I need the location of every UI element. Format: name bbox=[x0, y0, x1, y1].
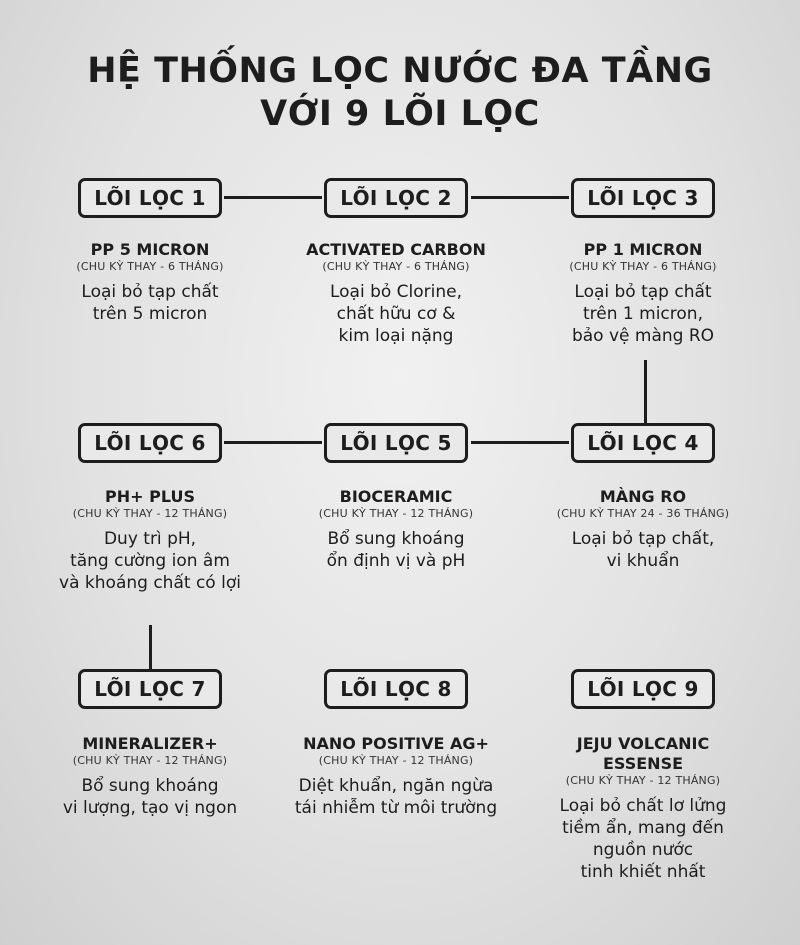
filter-5-name: BIOCERAMIC bbox=[339, 487, 453, 506]
connector-4-5 bbox=[471, 441, 569, 444]
filter-9-info bbox=[518, 734, 768, 883]
connector-5-6 bbox=[224, 441, 322, 444]
filter-8-name: NANO POSITIVE AG+ bbox=[303, 734, 489, 753]
filter-5-info bbox=[271, 487, 521, 572]
filter-1-info bbox=[25, 240, 275, 325]
filter-4-name: MÀNG RO bbox=[599, 487, 687, 506]
filter-3-name: PP 1 MICRON bbox=[583, 240, 703, 259]
filter-8-cycle: (CHU KỲ THAY - 12 THÁNG) bbox=[318, 754, 474, 767]
title-line-2: VỚI 9 LÕI LỌC bbox=[260, 94, 540, 134]
filter-9-box: LÕI LỌC 9 bbox=[571, 669, 715, 709]
filter-8-desc: Diệt khuẩn, ngăn ngừa tái nhiễm từ môi trường bbox=[294, 776, 498, 818]
filter-7-desc: Bổ sung khoáng vi lượng, tạo vị ngon bbox=[62, 776, 238, 818]
filter-2-name: ACTIVATED CARBON bbox=[306, 240, 486, 259]
filter-1-name: PP 5 MICRON bbox=[90, 240, 210, 259]
filter-8-box: LÕI LỌC 8 bbox=[324, 669, 468, 709]
filter-1-box: LÕI LỌC 1 bbox=[78, 178, 222, 218]
title-line-1: HỆ THỐNG LỌC NƯỚC ĐA TẦNG bbox=[87, 51, 713, 91]
filter-9-cycle: (CHU KỲ THAY - 12 THÁNG) bbox=[565, 774, 721, 787]
filter-2-cycle: (CHU KỲ THAY - 6 THÁNG) bbox=[322, 260, 470, 273]
filter-2-info bbox=[271, 240, 521, 347]
filter-1-cycle: (CHU KỲ THAY - 6 THÁNG) bbox=[76, 260, 224, 273]
filter-6-name: PH+ PLUS bbox=[105, 487, 195, 506]
filter-4-box: LÕI LỌC 4 bbox=[571, 423, 715, 463]
filter-9-desc: Loại bỏ chất lơ lửng tiềm ẩn, mang đến nguồn nước tinh khiết nhất bbox=[559, 796, 727, 882]
filter-4-desc: Loại bỏ tạp chất, vi khuẩn bbox=[571, 529, 715, 571]
filter-5-box: LÕI LỌC 5 bbox=[324, 423, 468, 463]
filter-3-box: LÕI LỌC 3 bbox=[571, 178, 715, 218]
filter-2-box: LÕI LỌC 2 bbox=[324, 178, 468, 218]
filter-1-desc: Loại bỏ tạp chất trên 5 micron bbox=[81, 282, 219, 324]
filter-8-info bbox=[271, 734, 521, 819]
filter-6-info bbox=[25, 487, 275, 594]
filter-3-cycle: (CHU KỲ THAY - 6 THÁNG) bbox=[569, 260, 717, 273]
filter-9-name: JEJU VOLCANIC ESSENSE bbox=[576, 734, 710, 773]
connector-3-4 bbox=[644, 360, 647, 423]
connector-1-2 bbox=[224, 196, 322, 199]
filter-4-cycle: (CHU KỲ THAY 24 - 36 THÁNG) bbox=[556, 507, 730, 520]
filter-7-cycle: (CHU KỲ THAY - 12 THÁNG) bbox=[72, 754, 228, 767]
filter-7-box: LÕI LỌC 7 bbox=[78, 669, 222, 709]
filter-6-desc: Duy trì pH, tăng cường ion âm và khoáng chất có lợi bbox=[59, 529, 241, 593]
page-title bbox=[0, 50, 800, 136]
filter-4-info bbox=[518, 487, 768, 572]
connector-2-3 bbox=[471, 196, 569, 199]
filter-2-desc: Loại bỏ Clorine, chất hữu cơ & kim loại nặng bbox=[329, 282, 463, 346]
filter-6-box: LÕI LỌC 6 bbox=[78, 423, 222, 463]
filter-6-cycle: (CHU KỲ THAY - 12 THÁNG) bbox=[72, 507, 228, 520]
connector-6-7 bbox=[149, 625, 152, 669]
filter-3-desc: Loại bỏ tạp chất trên 1 micron, bảo vệ màng RO bbox=[571, 282, 715, 346]
filter-7-name: MINERALIZER+ bbox=[82, 734, 218, 753]
filter-5-cycle: (CHU KỲ THAY - 12 THÁNG) bbox=[318, 507, 474, 520]
filter-3-info bbox=[518, 240, 768, 347]
filter-5-desc: Bổ sung khoáng ổn định vị và pH bbox=[326, 529, 466, 571]
filter-7-info bbox=[25, 734, 275, 819]
